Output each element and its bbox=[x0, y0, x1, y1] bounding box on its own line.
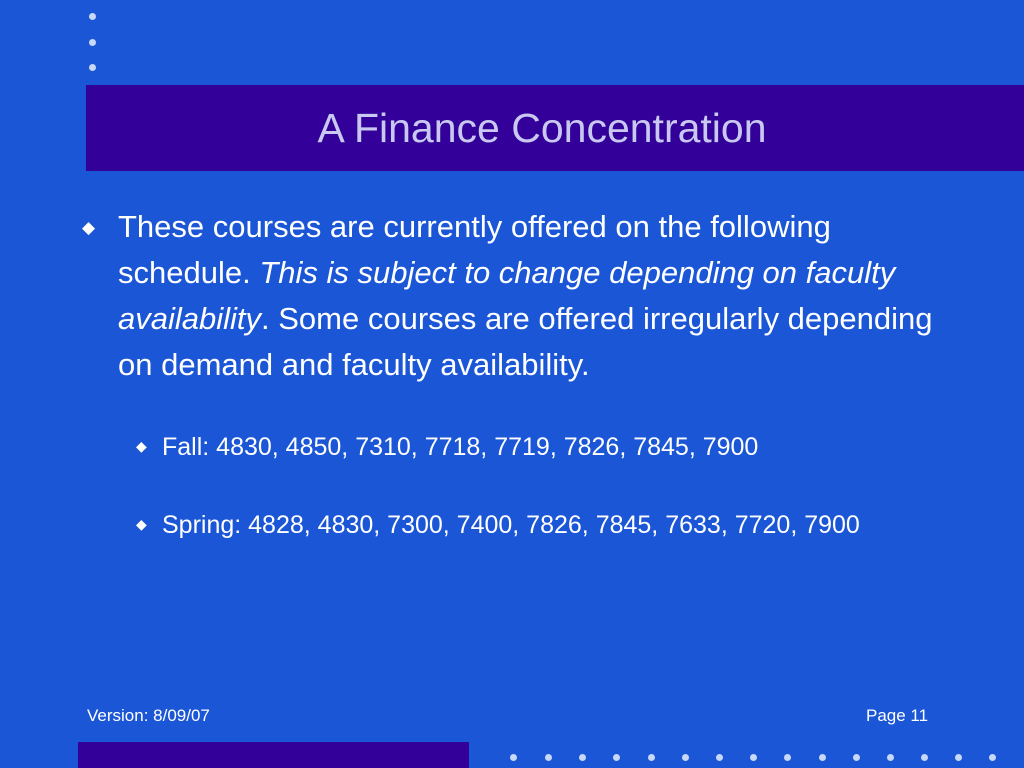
decorative-dot-icon bbox=[921, 754, 928, 761]
decorative-dot-icon bbox=[89, 13, 96, 20]
main-bullet-text-part-2: . Some courses are offered irregularly depending on demand and faculty availability. bbox=[118, 301, 933, 382]
main-bullet-text-part-1: These courses are currently offered on the following schedule. bbox=[118, 209, 831, 290]
decorative-dot-icon bbox=[648, 754, 655, 761]
slide-body bbox=[80, 204, 960, 544]
main-bullet-text bbox=[118, 204, 960, 388]
sub-bullet-text: Fall: 4830, 4850, 7310, 7718, 7719, 7826, 7845, 7900 bbox=[162, 433, 759, 461]
diamond-bullet-icon: ◆ bbox=[136, 516, 147, 532]
decorative-dot-icon bbox=[545, 754, 552, 761]
main-bullet bbox=[80, 204, 960, 388]
footer-version: Version: 8/09/07 bbox=[87, 706, 210, 725]
sub-bullet-text: Spring: 4828, 4830, 7300, 7400, 7826, 7845, 7633, 7720, 7900 bbox=[162, 511, 860, 539]
title-band bbox=[86, 85, 1024, 171]
decorative-dot-icon bbox=[750, 754, 757, 761]
decorative-dot-icon bbox=[989, 754, 996, 761]
decorative-dot-icon bbox=[89, 64, 96, 71]
decorative-dot-icon bbox=[89, 39, 96, 46]
decorative-dot-icon bbox=[716, 754, 723, 761]
diamond-bullet-icon: ◆ bbox=[136, 438, 147, 454]
sub-bullet-spring bbox=[80, 506, 960, 544]
decorative-dot-icon bbox=[682, 754, 689, 761]
slide-title: A Finance Concentration bbox=[317, 105, 767, 151]
decorative-dot-icon bbox=[887, 754, 894, 761]
main-bullet-italic-text: This is subject to change depending on faculty availability bbox=[118, 255, 896, 336]
decorative-dot-icon bbox=[613, 754, 620, 761]
footer-page-number: Page 11 bbox=[866, 706, 929, 725]
diamond-bullet-icon: ◆ bbox=[82, 218, 96, 237]
decorative-dot-icon bbox=[955, 754, 962, 761]
decorative-dot-icon bbox=[510, 754, 517, 761]
sub-bullet-fall bbox=[80, 428, 960, 466]
decorative-dot-icon bbox=[819, 754, 826, 761]
decorative-dot-icon bbox=[853, 754, 860, 761]
decorative-dot-icon bbox=[784, 754, 791, 761]
bottom-band bbox=[78, 742, 469, 768]
decorative-dot-icon bbox=[579, 754, 586, 761]
